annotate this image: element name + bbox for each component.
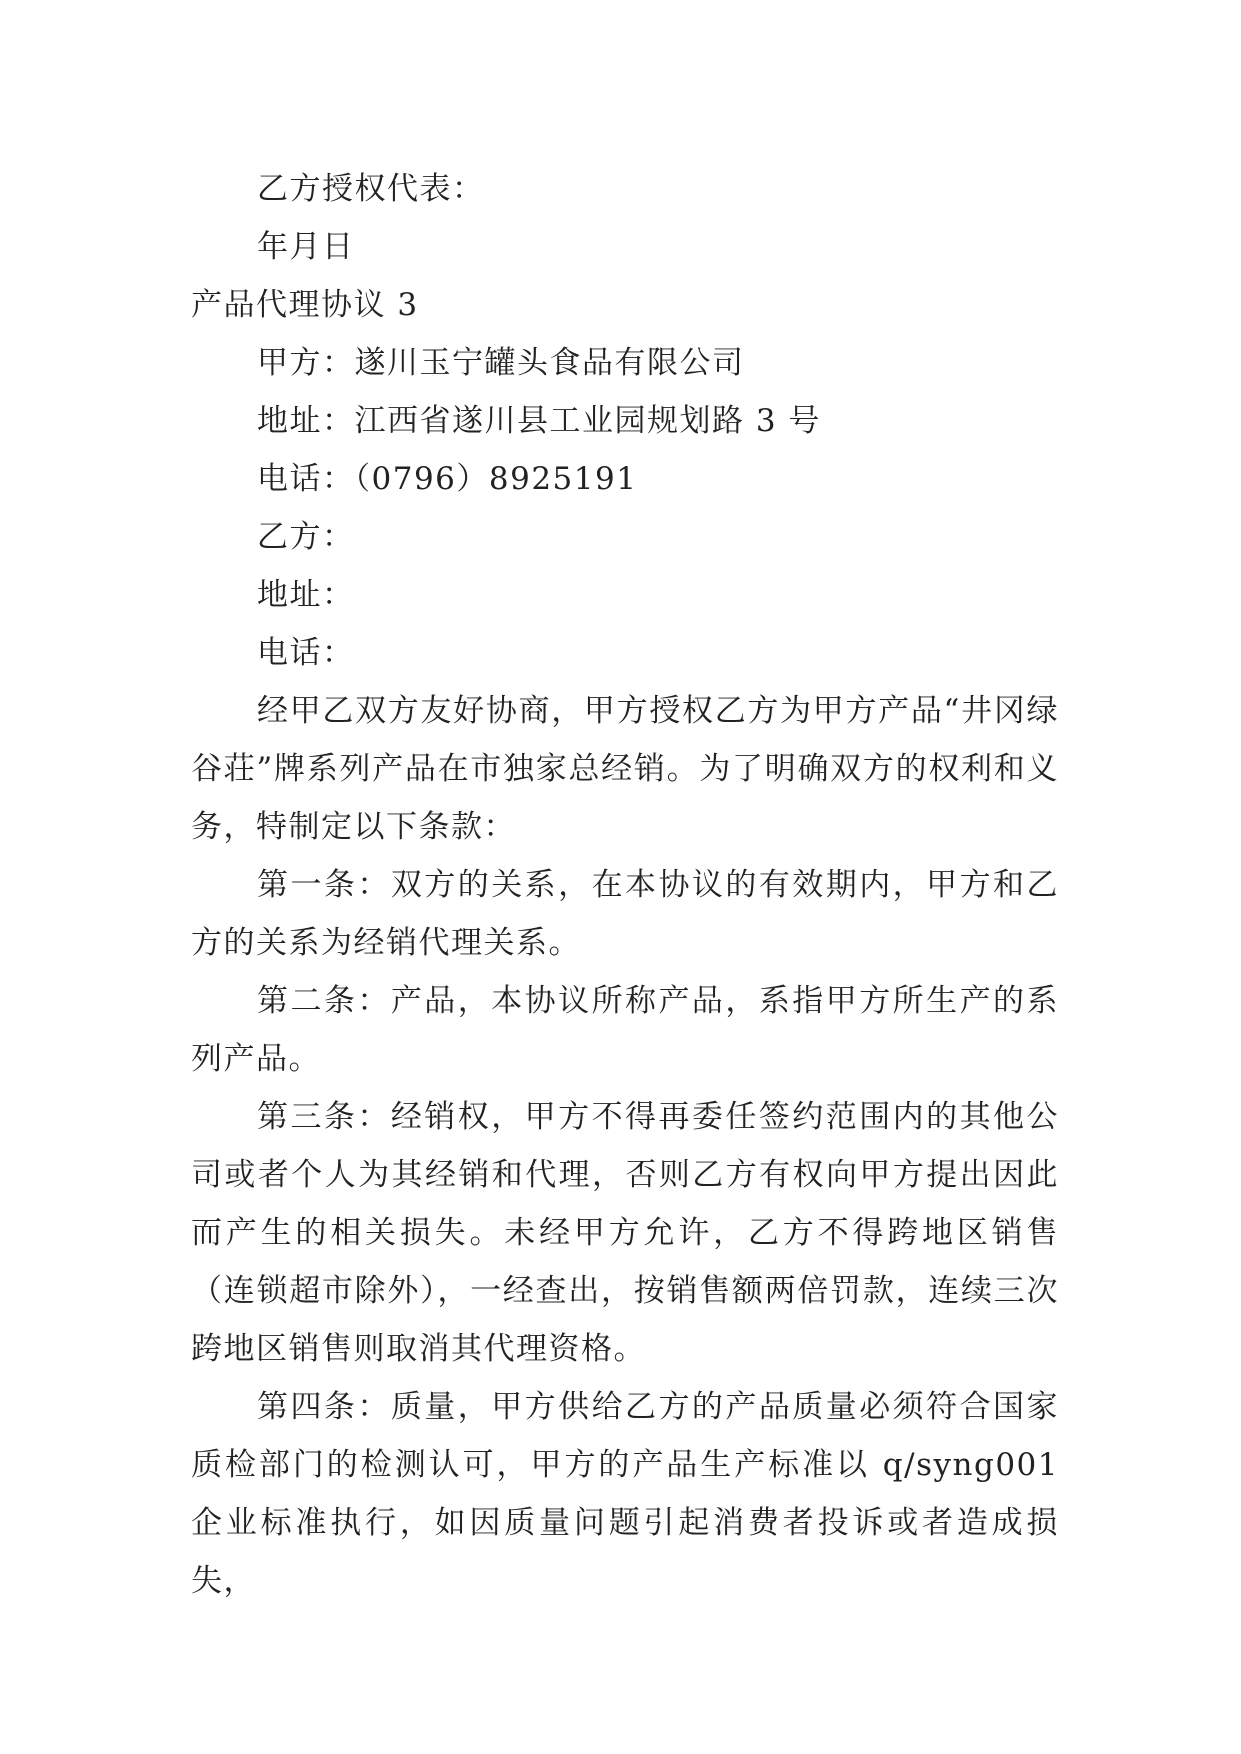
party-b-phone: 电话： [257, 635, 355, 671]
intro-paragraph: 经甲乙双方友好协商，甲方授权乙方为甲方产品“井冈绿谷荘”牌系列产品在市独家总经销。为了明确双方的权利和义务，特制定以下条款： [191, 693, 1059, 845]
party-a-address: 地址：江西省遂川县工业园规划路 3 号 [257, 403, 821, 439]
agreement-title: 产品代理协议 3 [191, 287, 419, 323]
party-a-phone: 电话：（0796）8925191 [257, 461, 638, 497]
document-body [191, 160, 1059, 1610]
party-b-address: 地址： [257, 577, 355, 613]
date-line: 年月日 [257, 229, 355, 265]
article-1-paragraph: 第一条：双方的关系，在本协议的有效期内，甲方和乙方的关系为经销代理关系。 [191, 867, 1059, 961]
article-4-paragraph: 第四条：质量，甲方供给乙方的产品质量必须符合国家质检部门的检测认可，甲方的产品生产标准以 q/syng001 企业标准执行，如因质量问题引起消费者投诉或者造成损失， [191, 1389, 1059, 1599]
party-a-name: 甲方：遂川玉宁罐头食品有限公司 [257, 345, 745, 381]
article-2-paragraph: 第二条：产品，本协议所称产品，系指甲方所生产的系列产品。 [191, 983, 1059, 1077]
party-b-name: 乙方： [257, 519, 355, 555]
rep-signature-line: 乙方授权代表： [257, 171, 485, 207]
article-3-paragraph: 第三条：经销权，甲方不得再委任签约范围内的其他公司或者个人为其经销和代理，否则乙方有权向甲方提出因此而产生的相关损失。未经甲方允许，乙方不得跨地区销售（连锁超市除外），一经查出，按销售额两倍罚款，连续三次跨地区销售则取消其代理资格。 [191, 1099, 1059, 1367]
